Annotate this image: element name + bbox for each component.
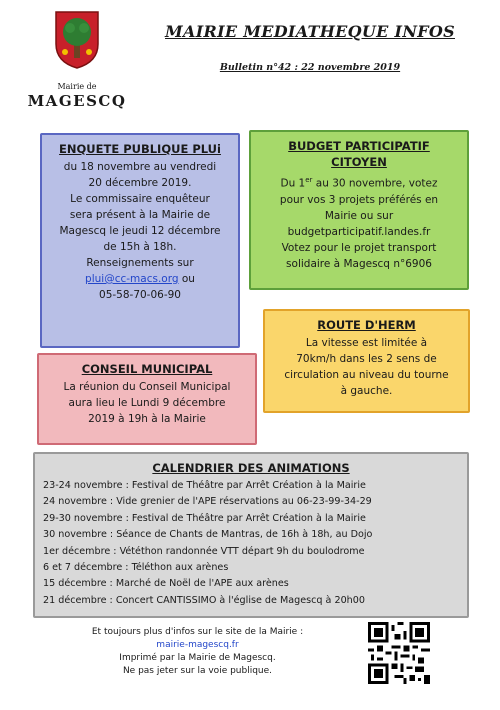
calendar-item: 1er décembre : Vététhon randonnée VTT départ 9h du boulodrome xyxy=(43,545,365,557)
plui-email-link[interactable]: plui@cc-macs.org xyxy=(85,273,179,285)
plui-line: Renseignements sur xyxy=(86,257,194,269)
budget-website: budgetparticipatif.landes.fr xyxy=(287,225,431,238)
calendar-item: 23-24 novembre : Festival de Théâtre par Arrêt Création à la Mairie xyxy=(43,480,366,491)
calendar-item: 29-30 novembre : Festival de Théâtre par Arrêt Création à la Mairie xyxy=(43,512,366,524)
budget-line xyxy=(259,172,459,192)
budget-title-line2: CITOYEN xyxy=(331,155,387,169)
plui-or-text: ou xyxy=(178,273,195,285)
mairie-de-label: Mairie de xyxy=(57,82,97,91)
bulletin-number: Bulletin n°42 : 22 novembre 2019 xyxy=(219,62,401,73)
footer-line: Ne pas jeter sur la voie publique. xyxy=(122,666,273,676)
plui-phone: 05-58-70-06-90 xyxy=(99,289,181,301)
qr-code-icon[interactable] xyxy=(368,622,430,684)
plui-line: sera présent à la Mairie de xyxy=(69,209,211,221)
town-crest-logo xyxy=(54,10,100,70)
route-herm-box xyxy=(263,309,470,413)
plui-line: du 18 novembre au vendredi xyxy=(63,161,217,173)
route-title: ROUTE D'HERM xyxy=(317,318,416,332)
plui-line: de 15h à 18h. xyxy=(103,241,177,253)
plui-contact-line xyxy=(50,271,230,287)
route-line: circulation au niveau du tourne xyxy=(284,369,449,381)
calendar-item: 30 novembre : Séance de Chants de Mantras, de 16h à 18h, au Dojo xyxy=(43,529,373,541)
budget-participatif-box xyxy=(249,130,469,290)
calendar-box xyxy=(33,452,469,618)
plui-line: 20 décembre 2019. xyxy=(88,177,192,189)
budget-line1-sup: er xyxy=(305,176,313,184)
conseil-line: aura lieu le Lundi 9 décembre xyxy=(68,397,226,409)
budget-line: Votez pour le projet transport xyxy=(281,241,437,254)
conseil-line: 2019 à 19h à la Mairie xyxy=(88,413,206,425)
budget-line: pour vos 3 projets préférés en xyxy=(279,193,439,206)
route-line: La vitesse est limitée à xyxy=(305,337,428,349)
conseil-title: CONSEIL MUNICIPAL xyxy=(81,362,213,376)
plui-line: Magescq le jeudi 12 décembre xyxy=(59,225,221,237)
calendar-item: 15 décembre : Marché de Noël de l'APE aux arènes xyxy=(43,578,289,590)
plui-line: Le commissaire enquêteur xyxy=(70,193,210,205)
budget-title-line1: BUDGET PARTICIPATIF xyxy=(288,139,430,153)
budget-line1-start: Du 1 xyxy=(280,177,306,190)
footer-site-link[interactable]: mairie-magescq.fr xyxy=(156,640,239,650)
route-line: 70km/h dans les 2 sens de xyxy=(296,353,437,365)
route-line: à gauche. xyxy=(340,385,393,397)
footer-line: Imprimé par la Mairie de Magescq. xyxy=(119,653,276,663)
calendar-title: CALENDRIER DES ANIMATIONS xyxy=(152,461,350,475)
calendar-item: 24 novembre : Vide grenier de l'APE réservations au 06-23-99-34-29 xyxy=(43,496,372,508)
conseil-municipal-box xyxy=(37,353,257,445)
budget-line: solidaire à Magescq n°6906 xyxy=(286,257,432,270)
conseil-line: La réunion du Conseil Municipal xyxy=(63,381,231,393)
town-name: MAGESCQ xyxy=(27,92,127,110)
plui-title: ENQUETE PUBLIQUE PLUi xyxy=(59,142,221,156)
budget-line1-end: au 30 novembre, votez xyxy=(312,177,438,190)
plui-notice-box xyxy=(40,133,240,348)
budget-line: Mairie ou sur xyxy=(324,209,394,222)
calendar-item: 21 décembre : Concert CANTISSIMO à l'église de Magescq à 20h00 xyxy=(43,594,365,606)
footer-line: Et toujours plus d'infos sur le site de la Mairie : xyxy=(91,627,304,637)
calendar-item: 6 et 7 décembre : Téléthon aux arènes xyxy=(43,562,229,574)
page-title: MAIRIE MEDIATHEQUE INFOS xyxy=(165,22,455,41)
footer xyxy=(55,626,340,678)
